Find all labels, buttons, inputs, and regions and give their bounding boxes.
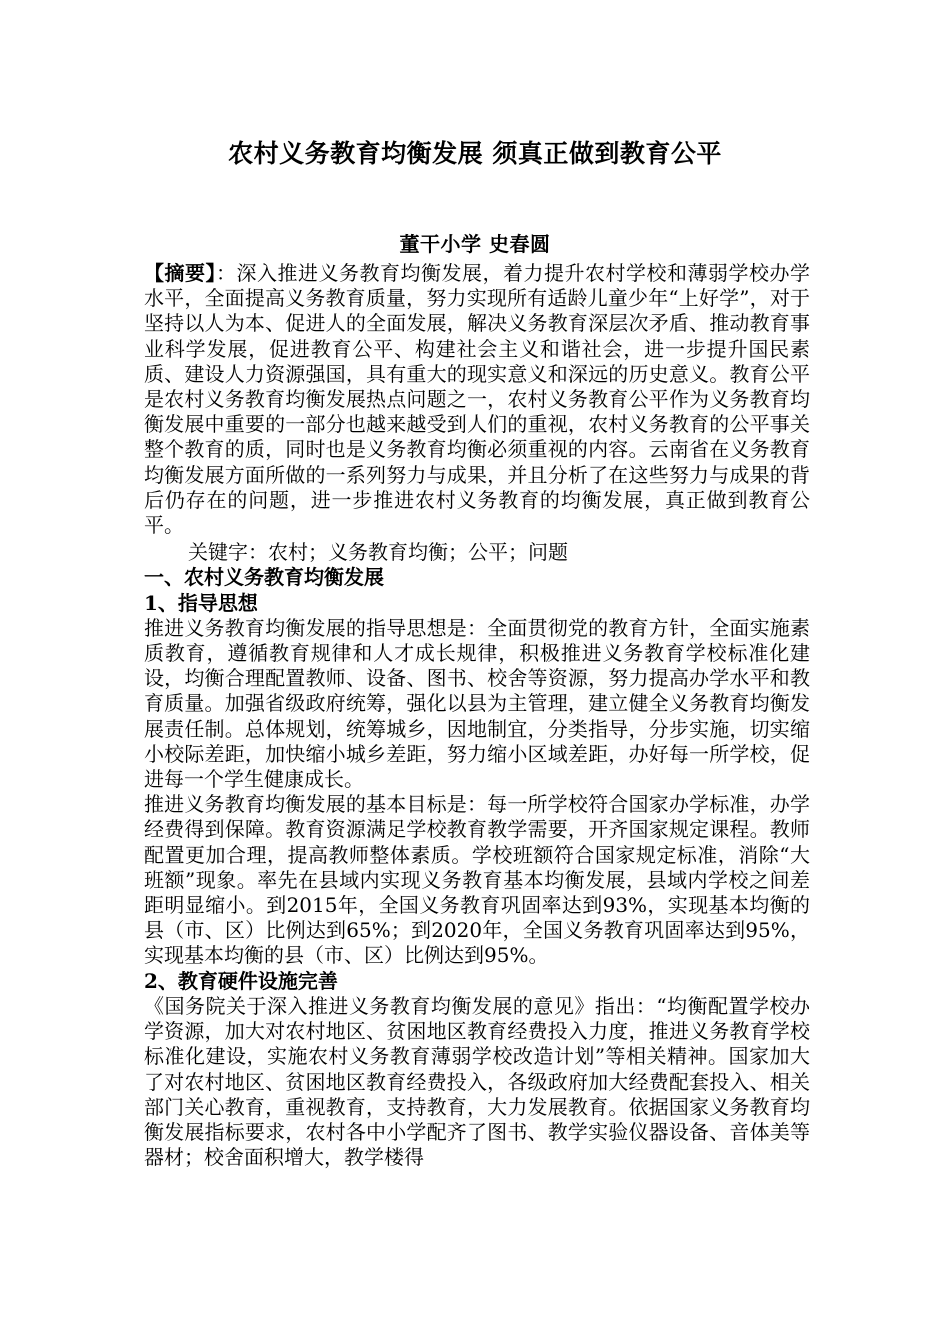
paragraph-basic-goals: 推进义务教育均衡发展的基本目标是：每一所学校符合国家办学标准，办学经费得到保障。教育资源满足学校教育教学需要，开齐国家规定课程。教师配置更加合理，提高教师整体素质。学校班额符合国家规定标准，消除“大班额”现象。率先在县域内实现义务教育基本均衡发展，县域内学校之间差距明显缩小。到2015年，全国义务教育巩固率达到93%，实现基本均衡的县（市、区）比例达到65%；到2020年，全国义务教育巩固率达到95%，实现基本均衡的县（市、区）比例达到95%。	[144, 792, 810, 968]
section-heading: 一、农村义务教育均衡发展	[144, 565, 384, 590]
abstract-label: 【摘要】	[144, 261, 216, 285]
abstract-text: ：深入推进义务教育均衡发展，着力提升农村学校和薄弱学校办学水平，全面提高义务教育质量，努力实现所有适龄儿童少年“上好学”，对于坚持以人为本、促进人的全面发展，解决义务教育深层次矛盾、推动教育事业科学发展，促进教育公平、构建社会主义和谐社会，进一步提升国民素质、建设人力资源强国，具有重大的现实意义和深远的历史意义。教育公平是农村义务教育均衡发展热点问题之一，农村义务教育公平作为义务教育均衡发展中重要的一部分也越来越受到人们的重视，农村义务教育的公平事关整个教育的质，同时也是义务教育均衡必须重视的内容。云南省在义务教育均衡发展方面所做的一系列努力与成果，并且分析了在这些努力与成果的背后仍存在的问题，进一步推进农村义务教育的均衡发展，真正做到教育公平。	[144, 261, 810, 538]
abstract-paragraph	[144, 261, 810, 538]
subsection-heading-guiding: 1、指导思想	[144, 590, 258, 615]
author-line: 董干小学 史春圆	[399, 232, 551, 256]
document-body	[144, 261, 810, 1170]
paragraph-facilities: 《国务院关于深入推进义务教育均衡发展的意见》指出：“均衡配置学校办学资源，加大对农村地区、贫困地区教育经费投入力度，推进义务教育学校标准化建设，实施农村义务教育薄弱学校改造计划”等相关精神。国家加大了对农村地区、贫困地区教育经费投入，各级政府加大经费配套投入、相关部门关心教育，重视教育，支持教育，大力发展教育。依据国家义务教育均衡发展指标要求，农村各中小学配齐了图书、教学实验仪器设备、音体美等器材；校舍面积增大，教学楼得	[144, 993, 810, 1170]
keywords-line: 关键字：农村；义务教育均衡；公平；问题	[188, 540, 568, 565]
paragraph-guiding-ideology: 推进义务教育均衡发展的指导思想是：全面贯彻党的教育方针，全面实施素质教育，遵循教育规律和人才成长规律，积极推进义务教育学校标准化建设，均衡合理配置教师、设备、图书、校舍等资源，努力提高办学水平和教育质量。加强省级政府统筹，强化以县为主管理，建立健全义务教育均衡发展责任制。总体规划，统筹城乡，因地制宜，分类指导，分步实施，切实缩小校际差距，加快缩小城乡差距，努力缩小区域差距，办好每一所学校，促进每一个学生健康成长。	[144, 615, 810, 792]
subsection-heading-facilities: 2、教育硬件设施完善	[144, 968, 338, 993]
document-title: 农村义务教育均衡发展 须真正做到教育公平	[228, 139, 722, 168]
